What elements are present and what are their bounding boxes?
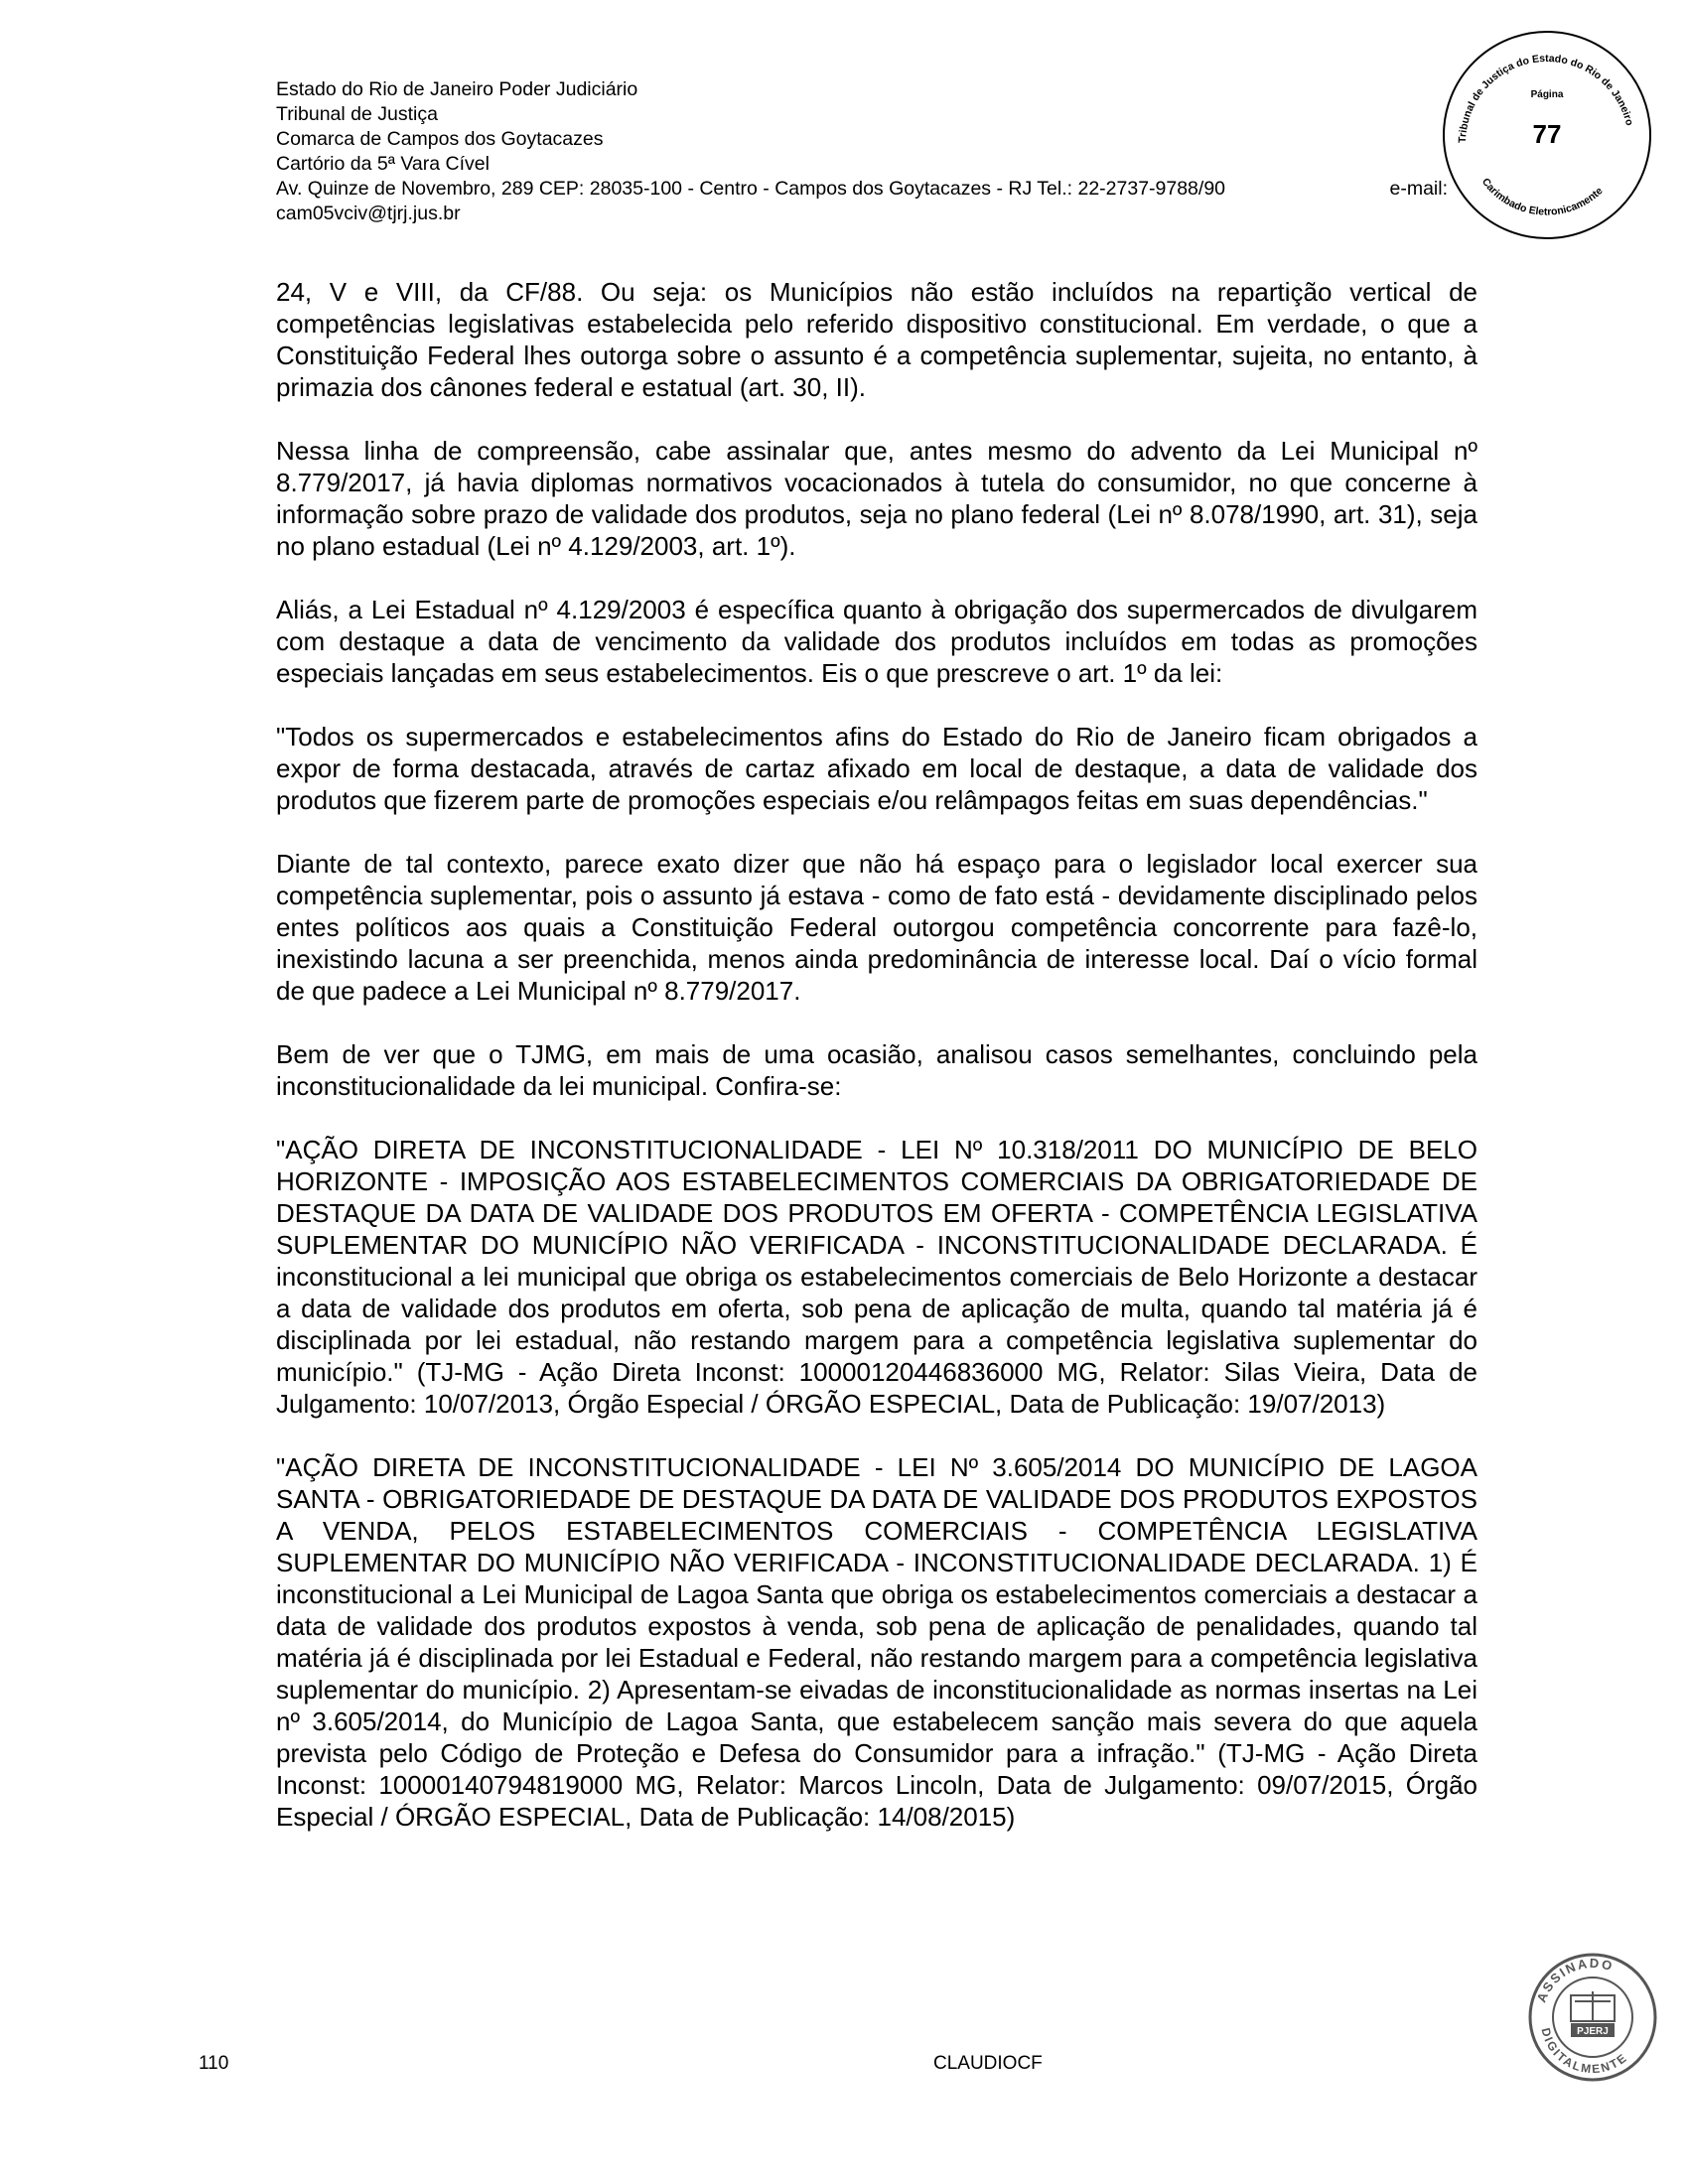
footer-user: CLAUDIOCF — [933, 2053, 1043, 2074]
paragraph: Diante de tal contexto, parece exato dizer que não há espaço para o legislador local exercer sua competência suplementar, pois o assunto já estava - como de fato está - devidamente disciplinado pelos entes políticos aos quais a Constituição Federal outorgou competência concorrente para fazê-lo, inexistindo lacuna a ser preenchida, menos ainda predominância de interesse local. Daí o vício formal de que padece a Lei Municipal nº 8.779/2017. — [276, 849, 1477, 1006]
stamp-top-text: ASSINADO — [1533, 1955, 1617, 2005]
header-email-value: cam05vciv@tjrj.jus.br — [276, 203, 461, 224]
stamp-center-text: PJERJ — [1577, 2026, 1609, 2037]
document-body — [276, 276, 1477, 1864]
seal-bottom-text: Carimbado Eletronicamente — [1478, 176, 1606, 218]
seal-top-text: Tribunal de Justiça do Estado do Rio de Janeiro — [1456, 52, 1636, 144]
quote-paragraph: "Todos os supermercados e estabelecimentos afins do Estado do Rio de Janeiro ficam obrigados a expor de forma destacada, através de cartaz afixado em local de destaque, a data de validade dos produtos que fizerem parte de promoções especiais e/ou relâmpagos feitas em suas dependências." — [276, 722, 1477, 815]
header-email-label: e-mail: — [1389, 178, 1448, 200]
court-seal-icon — [1438, 26, 1656, 244]
seal-page-number: 77 — [1532, 119, 1562, 149]
case-citation: "AÇÃO DIRETA DE INCONSTITUCIONALIDADE - LEI Nº 3.605/2014 DO MUNICÍPIO DE LAGOA SANTA - OBRIGATORIEDADE DE DESTAQUE DA DATA DE VALIDADE DOS PRODUTOS EXPOSTOS A VENDA, PELOS ESTABELECIMENTOS COMERCIAIS - COMPETÊNCIA LEGISLATIVA SUPLEMENTAR DO MUNICÍPIO NÃO VERIFICADA - INCONSTITUCIONALIDADE DECLARADA. 1) É inconstitucional a Lei Municipal de Lagoa Santa que obriga os estabelecimentos comerciais a destacar a data de validade dos produtos expostos à venda, sob pena de aplicação de penalidades, quando tal matéria já é disciplinada por lei Estadual e Federal, não restando margem para a competência legislativa suplementar do município. 2) Apresentam-se eivadas de inconstitucionalidade as normas insertas na Lei nº 3.605/2014, do Município de Lagoa Santa, que estabelecem sanção mais severa do que aquela prevista pelo Código de Proteção e Defesa do Consumidor para a infração." (TJ-MG - Ação Direta Inconst: 10000140794819000 MG, Relator: Marcos Lincoln, Data de Julgamento: 09/07/2015, Órgão Especial / ÓRGÃO ESPECIAL, Data de Publicação: 14/08/2015) — [276, 1452, 1477, 1832]
header-address-text: Av. Quinze de Novembro, 289 CEP: 28035-100 - Centro - Campos dos Goytacazes - RJ Tel.: 22-2737-9788/90 — [276, 178, 1226, 200]
digital-signature-stamp-icon — [1527, 1952, 1658, 2083]
svg-text:Carimbado Eletronicamente — [1479, 176, 1606, 217]
document-header — [276, 77, 1448, 226]
seal-page-label: Página — [1530, 89, 1564, 100]
header-line-state: Estado do Rio de Janeiro Poder Judiciário — [276, 78, 638, 100]
paragraph: Aliás, a Lei Estadual nº 4.129/2003 é específica quanto à obrigação dos supermercados de divulgarem com destaque a data de vencimento da validade dos produtos incluídos em todas as promoções especiais lançadas em seus estabelecimentos. Eis o que prescreve o art. 1º da lei: — [276, 595, 1477, 688]
header-line-district: Comarca de Campos dos Goytacazes — [276, 128, 604, 150]
paragraph: Nessa linha de compreensão, cabe assinalar que, antes mesmo do advento da Lei Municipal nº 8.779/2017, já havia diplomas normativos vocacionados à tutela do consumidor, no que concerne à informação sobre prazo de validade dos produtos, seja no plano federal (Lei nº 8.078/1990, art. 31), seja no plano estadual (Lei nº 4.129/2003, art. 1º). — [276, 436, 1477, 561]
case-citation: "AÇÃO DIRETA DE INCONSTITUCIONALIDADE - LEI Nº 10.318/2011 DO MUNICÍPIO DE BELO HORIZONTE - IMPOSIÇÃO AOS ESTABELECIMENTOS COMERCIAIS DA OBRIGATORIEDADE DE DESTAQUE DA DATA DE VALIDADE DOS PRODUTOS EM OFERTA - COMPETÊNCIA LEGISLATIVA SUPLEMENTAR DO MUNICÍPIO NÃO VERIFICADA - INCONSTITUCIONALIDADE DECLARADA. É inconstitucional a lei municipal que obriga os estabelecimentos comerciais de Belo Horizonte a destacar a data de validade dos produtos em oferta, sob pena de aplicação de multa, quando tal matéria já é disciplinada por lei estadual, não restando margem para a competência legislativa suplementar do município." (TJ-MG - Ação Direta Inconst: 10000120446836000 MG, Relator: Silas Vieira, Data de Julgamento: 10/07/2013, Órgão Especial / ÓRGÃO ESPECIAL, Data de Publicação: 19/07/2013) — [276, 1135, 1477, 1419]
header-line-registry: Cartório da 5ª Vara Cível — [276, 153, 490, 175]
header-line-address — [276, 177, 1448, 202]
paragraph: Bem de ver que o TJMG, em mais de uma ocasião, analisou casos semelhantes, concluindo pela inconstitucionalidade da lei municipal. Confira-se: — [276, 1039, 1477, 1101]
paragraph: 24, V e VIII, da CF/88. Ou seja: os Municípios não estão incluídos na repartição vertical de competências legislativas estabelecida pelo referido dispositivo constitucional. Em verdade, o que a Constituição Federal lhes outorga sobre o assunto é a competência suplementar, sujeita, no entanto, à primazia dos cânones federal e estatual (art. 30, II). — [276, 277, 1477, 402]
stamp-bottom-text: DIGITALMENTE — [1538, 2026, 1630, 2077]
footer-page-number: 110 — [199, 2053, 229, 2074]
header-line-court: Tribunal de Justiça — [276, 103, 438, 125]
